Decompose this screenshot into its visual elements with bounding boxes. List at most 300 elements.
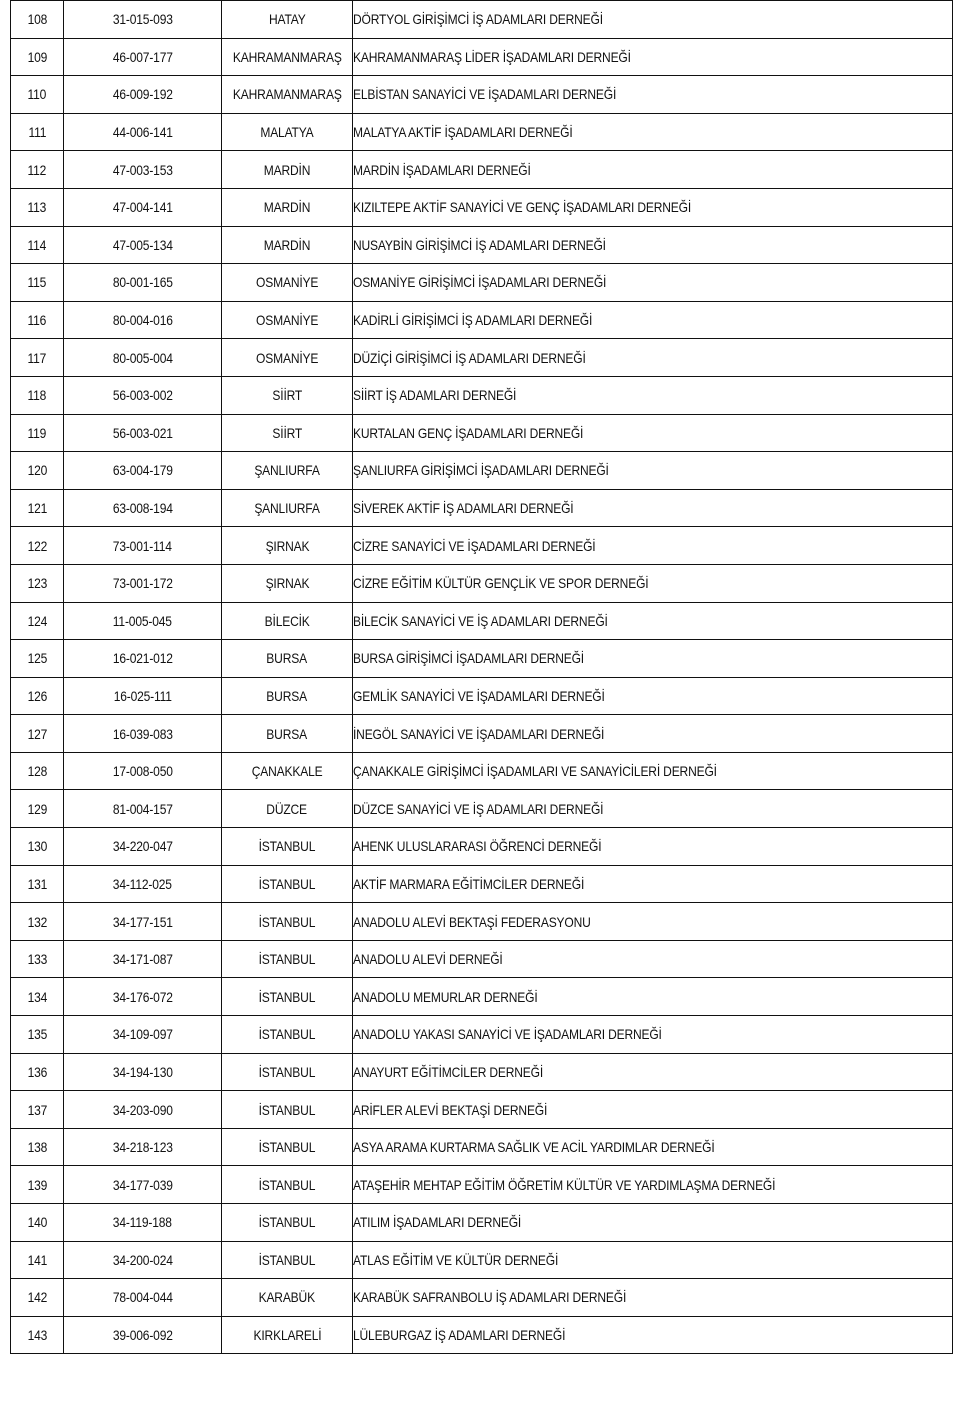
registry-code-cell xyxy=(64,940,222,978)
table-row xyxy=(11,828,953,866)
city-cell xyxy=(222,151,353,189)
row-number-text: 131 xyxy=(27,875,47,892)
association-name-text: AKTİF MARMARA EĞİTİMCİLER DERNEĞİ xyxy=(353,875,585,892)
city-text: KAHRAMANMARAŞ xyxy=(232,48,342,65)
registry-code-cell xyxy=(64,1016,222,1054)
association-name-text: ATILIM İŞADAMLARI DERNEĞİ xyxy=(353,1214,522,1231)
association-name-cell xyxy=(353,903,953,941)
table-row xyxy=(11,76,953,114)
registry-code-cell xyxy=(64,1279,222,1317)
city-cell xyxy=(222,1053,353,1091)
table-row xyxy=(11,1204,953,1242)
city-text: İSTANBUL xyxy=(258,913,316,930)
row-number-cell xyxy=(11,640,64,678)
table-row xyxy=(11,1128,953,1166)
city-cell xyxy=(222,715,353,753)
registry-code-text: 16-039-083 xyxy=(112,725,173,742)
city-cell xyxy=(222,564,353,602)
registry-code-cell xyxy=(64,113,222,151)
registry-code-cell xyxy=(64,715,222,753)
city-cell xyxy=(222,376,353,414)
association-name-text: LÜLEBURGAZ İŞ ADAMLARI DERNEĞİ xyxy=(353,1327,566,1344)
registry-code-text: 34-109-097 xyxy=(112,1026,173,1043)
city-cell xyxy=(222,489,353,527)
association-name-text: ASYA ARAMA KURTARMA SAĞLIK VE ACİL YARDIMLAR DERNEĞİ xyxy=(353,1139,715,1156)
association-name-cell xyxy=(353,752,953,790)
table-row xyxy=(11,1,953,39)
row-number-text: 114 xyxy=(27,236,47,253)
table-row xyxy=(11,978,953,1016)
table-row xyxy=(11,301,953,339)
city-cell xyxy=(222,865,353,903)
city-text: OSMANİYE xyxy=(255,274,319,291)
association-name-text: DÖRTYOL GİRİŞİMCİ İŞ ADAMLARI DERNEĞİ xyxy=(353,11,603,28)
registry-code-cell xyxy=(64,1053,222,1091)
registry-code-text: 34-177-039 xyxy=(112,1176,173,1193)
association-name-text: MALATYA AKTİF İŞADAMLARI DERNEĞİ xyxy=(353,124,573,141)
city-text: DÜZCE xyxy=(266,800,308,817)
association-name-cell xyxy=(353,790,953,828)
city-cell xyxy=(222,640,353,678)
association-name-text: İNEGÖL SANAYİCİ VE İŞADAMLARI DERNEĞİ xyxy=(353,725,605,742)
city-text: SİİRT xyxy=(272,424,302,441)
registry-code-cell xyxy=(64,188,222,226)
row-number-text: 116 xyxy=(27,312,47,329)
row-number-cell xyxy=(11,452,64,490)
row-number-cell xyxy=(11,865,64,903)
row-number-text: 112 xyxy=(27,161,47,178)
city-text: KIRKLARELİ xyxy=(253,1327,321,1344)
association-name-cell xyxy=(353,452,953,490)
city-cell xyxy=(222,1316,353,1354)
city-text: İSTANBUL xyxy=(258,875,316,892)
row-number-cell xyxy=(11,1316,64,1354)
association-name-text: MARDİN İŞADAMLARI DERNEĞİ xyxy=(353,161,531,178)
association-name-text: SİVEREK AKTİF İŞ ADAMLARI DERNEĞİ xyxy=(353,500,574,517)
association-name-cell xyxy=(353,1279,953,1317)
city-cell xyxy=(222,1279,353,1317)
association-name-cell xyxy=(353,414,953,452)
table-row xyxy=(11,113,953,151)
table-row xyxy=(11,790,953,828)
association-name-cell xyxy=(353,339,953,377)
table-row xyxy=(11,1016,953,1054)
city-cell xyxy=(222,903,353,941)
table-row xyxy=(11,940,953,978)
table-row xyxy=(11,752,953,790)
row-number-text: 140 xyxy=(27,1214,47,1231)
registry-code-cell xyxy=(64,489,222,527)
registry-code-text: 34-200-024 xyxy=(112,1251,173,1268)
row-number-cell xyxy=(11,1016,64,1054)
row-number-cell xyxy=(11,226,64,264)
city-text: BURSA xyxy=(266,687,308,704)
association-name-cell xyxy=(353,564,953,602)
association-name-text: NUSAYBİN GİRİŞİMCİ İŞ ADAMLARI DERNEĞİ xyxy=(353,236,606,253)
row-number-cell xyxy=(11,264,64,302)
association-name-text: GEMLİK SANAYİCİ VE İŞADAMLARI DERNEĞİ xyxy=(353,687,605,704)
association-name-cell xyxy=(353,38,953,76)
registry-code-cell xyxy=(64,1,222,39)
row-number-cell xyxy=(11,564,64,602)
row-number-cell xyxy=(11,376,64,414)
table-row xyxy=(11,865,953,903)
association-table xyxy=(10,0,953,1354)
association-name-cell xyxy=(353,188,953,226)
registry-code-cell xyxy=(64,677,222,715)
registry-code-text: 34-176-072 xyxy=(112,988,173,1005)
row-number-cell xyxy=(11,1241,64,1279)
association-name-text: ÇANAKKALE GİRİŞİMCİ İŞADAMLARI VE SANAYİCİLERİ DERNEĞİ xyxy=(353,763,717,780)
row-number-text: 111 xyxy=(28,124,46,141)
city-text: İSTANBUL xyxy=(258,1176,316,1193)
table-row xyxy=(11,489,953,527)
registry-code-cell xyxy=(64,1204,222,1242)
registry-code-text: 63-008-194 xyxy=(112,500,173,517)
row-number-cell xyxy=(11,527,64,565)
row-number-text: 132 xyxy=(27,913,47,930)
city-text: ŞANLIURFA xyxy=(254,462,320,479)
registry-code-text: 47-005-134 xyxy=(112,236,173,253)
table-row xyxy=(11,602,953,640)
row-number-text: 136 xyxy=(27,1063,47,1080)
association-name-cell xyxy=(353,1091,953,1129)
registry-code-cell xyxy=(64,414,222,452)
association-name-text: ANADOLU ALEVİ DERNEĞİ xyxy=(353,951,503,968)
table-row xyxy=(11,903,953,941)
city-text: BURSA xyxy=(266,650,308,667)
association-name-text: ANADOLU MEMURLAR DERNEĞİ xyxy=(353,988,538,1005)
row-number-cell xyxy=(11,76,64,114)
city-text: İSTANBUL xyxy=(258,1026,316,1043)
city-text: MARDİN xyxy=(263,199,311,216)
registry-code-cell xyxy=(64,640,222,678)
registry-code-text: 34-203-090 xyxy=(112,1101,173,1118)
registry-code-cell xyxy=(64,1241,222,1279)
association-name-text: ATAŞEHİR MEHTAP EĞİTİM ÖĞRETİM KÜLTÜR VE YARDIMLAŞMA DERNEĞİ xyxy=(353,1176,776,1193)
table-row xyxy=(11,414,953,452)
registry-code-cell xyxy=(64,903,222,941)
row-number-cell xyxy=(11,1091,64,1129)
city-cell xyxy=(222,527,353,565)
association-name-text: ANAYURT EĞİTİMCİLER DERNEĞİ xyxy=(353,1063,544,1080)
association-name-text: DÜZCE SANAYİCİ VE İŞ ADAMLARI DERNEĞİ xyxy=(353,800,604,817)
table-row xyxy=(11,1279,953,1317)
city-cell xyxy=(222,226,353,264)
city-cell xyxy=(222,828,353,866)
table-row xyxy=(11,452,953,490)
registry-code-cell xyxy=(64,264,222,302)
registry-code-cell xyxy=(64,1128,222,1166)
row-number-cell xyxy=(11,1128,64,1166)
row-number-cell xyxy=(11,1204,64,1242)
registry-code-cell xyxy=(64,301,222,339)
table-row xyxy=(11,640,953,678)
registry-code-text: 34-171-087 xyxy=(112,951,173,968)
row-number-text: 127 xyxy=(27,725,47,742)
association-name-text: BURSA GİRİŞİMCİ İŞADAMLARI DERNEĞİ xyxy=(353,650,584,667)
registry-code-cell xyxy=(64,602,222,640)
city-text: ŞANLIURFA xyxy=(254,500,320,517)
association-name-text: KARABÜK SAFRANBOLU İŞ ADAMLARI DERNEĞİ xyxy=(353,1289,627,1306)
city-cell xyxy=(222,339,353,377)
row-number-cell xyxy=(11,1,64,39)
city-text: HATAY xyxy=(268,11,306,28)
table-row xyxy=(11,376,953,414)
association-name-text: KAHRAMANMARAŞ LİDER İŞADAMLARI DERNEĞİ xyxy=(353,48,631,65)
association-name-cell xyxy=(353,715,953,753)
registry-code-text: 16-021-012 xyxy=(112,650,173,667)
registry-code-text: 34-194-130 xyxy=(112,1063,173,1080)
row-number-text: 137 xyxy=(27,1101,47,1118)
association-name-cell xyxy=(353,113,953,151)
row-number-text: 126 xyxy=(27,687,47,704)
registry-code-cell xyxy=(64,865,222,903)
row-number-text: 122 xyxy=(27,537,47,554)
registry-code-cell xyxy=(64,38,222,76)
registry-code-cell xyxy=(64,1091,222,1129)
row-number-cell xyxy=(11,113,64,151)
city-cell xyxy=(222,1128,353,1166)
row-number-cell xyxy=(11,903,64,941)
table-row xyxy=(11,715,953,753)
association-name-cell xyxy=(353,677,953,715)
table-row xyxy=(11,564,953,602)
city-cell xyxy=(222,452,353,490)
row-number-cell xyxy=(11,1166,64,1204)
table-row xyxy=(11,151,953,189)
registry-code-text: 46-007-177 xyxy=(112,48,173,65)
registry-code-text: 44-006-141 xyxy=(112,124,173,141)
city-cell xyxy=(222,677,353,715)
row-number-cell xyxy=(11,151,64,189)
row-number-text: 135 xyxy=(27,1026,47,1043)
city-text: İSTANBUL xyxy=(258,1139,316,1156)
registry-code-text: 81-004-157 xyxy=(112,800,173,817)
association-name-text: KIZILTEPE AKTİF SANAYİCİ VE GENÇ İŞADAMLARI DERNEĞİ xyxy=(353,199,692,216)
city-cell xyxy=(222,414,353,452)
table-row xyxy=(11,226,953,264)
row-number-text: 138 xyxy=(27,1139,47,1156)
association-name-text: ANADOLU YAKASI SANAYİCİ VE İŞADAMLARI DERNEĞİ xyxy=(353,1026,662,1043)
registry-code-cell xyxy=(64,564,222,602)
row-number-text: 129 xyxy=(27,800,47,817)
association-name-text: ANADOLU ALEVİ BEKTAŞİ FEDERASYONU xyxy=(353,913,591,930)
registry-code-cell xyxy=(64,339,222,377)
row-number-cell xyxy=(11,790,64,828)
association-name-cell xyxy=(353,1053,953,1091)
registry-code-text: 34-220-047 xyxy=(112,838,173,855)
city-text: İSTANBUL xyxy=(258,1214,316,1231)
association-name-cell xyxy=(353,1241,953,1279)
city-cell xyxy=(222,1204,353,1242)
table-row xyxy=(11,1241,953,1279)
registry-code-text: 17-008-050 xyxy=(112,763,173,780)
city-cell xyxy=(222,940,353,978)
city-cell xyxy=(222,752,353,790)
row-number-text: 143 xyxy=(27,1327,47,1344)
registry-code-text: 34-177-151 xyxy=(112,913,173,930)
table-row xyxy=(11,264,953,302)
city-text: MARDİN xyxy=(263,236,311,253)
association-name-cell xyxy=(353,978,953,1016)
city-cell xyxy=(222,1091,353,1129)
association-name-cell xyxy=(353,301,953,339)
association-name-cell xyxy=(353,865,953,903)
row-number-cell xyxy=(11,188,64,226)
association-name-cell xyxy=(353,1316,953,1354)
row-number-cell xyxy=(11,489,64,527)
association-name-text: CİZRE SANAYİCİ VE İŞADAMLARI DERNEĞİ xyxy=(353,537,596,554)
city-cell xyxy=(222,38,353,76)
association-name-text: ATLAS EĞİTİM VE KÜLTÜR DERNEĞİ xyxy=(353,1251,559,1268)
row-number-text: 121 xyxy=(27,500,47,517)
association-name-text: ŞANLIURFA GİRİŞİMCİ İŞADAMLARI DERNEĞİ xyxy=(353,462,609,479)
table-row xyxy=(11,1166,953,1204)
association-name-text: KURTALAN GENÇ İŞADAMLARI DERNEĞİ xyxy=(353,424,584,441)
city-text: MALATYA xyxy=(260,124,314,141)
table-body xyxy=(11,1,953,1354)
association-name-cell xyxy=(353,527,953,565)
table-row xyxy=(11,677,953,715)
registry-code-text: 47-004-141 xyxy=(112,199,173,216)
association-name-text: DÜZİÇİ GİRİŞİMCİ İŞ ADAMLARI DERNEĞİ xyxy=(353,349,586,366)
table-row xyxy=(11,1053,953,1091)
row-number-text: 118 xyxy=(27,387,47,404)
row-number-text: 115 xyxy=(27,274,47,291)
registry-code-text: 80-005-004 xyxy=(112,349,173,366)
association-name-text: OSMANİYE GİRİŞİMCİ İŞADAMLARI DERNEĞİ xyxy=(353,274,607,291)
row-number-text: 117 xyxy=(27,349,47,366)
row-number-text: 134 xyxy=(27,988,47,1005)
association-name-cell xyxy=(353,264,953,302)
registry-code-cell xyxy=(64,1166,222,1204)
city-cell xyxy=(222,1241,353,1279)
association-name-cell xyxy=(353,1016,953,1054)
association-name-cell xyxy=(353,151,953,189)
city-cell xyxy=(222,1,353,39)
association-name-text: ELBİSTAN SANAYİCİ VE İŞADAMLARI DERNEĞİ xyxy=(353,86,617,103)
registry-code-text: 34-112-025 xyxy=(113,875,172,892)
registry-code-cell xyxy=(64,151,222,189)
association-name-cell xyxy=(353,76,953,114)
registry-code-cell xyxy=(64,452,222,490)
registry-code-text: 34-218-123 xyxy=(112,1139,173,1156)
association-name-cell xyxy=(353,640,953,678)
city-text: ŞIRNAK xyxy=(265,537,309,554)
city-text: ŞIRNAK xyxy=(265,575,309,592)
city-cell xyxy=(222,264,353,302)
row-number-text: 119 xyxy=(27,424,47,441)
row-number-text: 142 xyxy=(27,1289,47,1306)
registry-code-text: 80-001-165 xyxy=(112,274,173,291)
row-number-cell xyxy=(11,677,64,715)
city-text: BURSA xyxy=(266,725,308,742)
table-row xyxy=(11,188,953,226)
association-name-cell xyxy=(353,1204,953,1242)
city-text: İSTANBUL xyxy=(258,838,316,855)
registry-code-text: 39-006-092 xyxy=(112,1327,173,1344)
association-name-cell xyxy=(353,489,953,527)
registry-code-text: 46-009-192 xyxy=(112,86,173,103)
registry-code-cell xyxy=(64,828,222,866)
city-cell xyxy=(222,602,353,640)
city-text: SİİRT xyxy=(272,387,302,404)
city-cell xyxy=(222,188,353,226)
city-cell xyxy=(222,113,353,151)
row-number-text: 120 xyxy=(27,462,47,479)
city-text: İSTANBUL xyxy=(258,1063,316,1080)
registry-code-text: 80-004-016 xyxy=(112,312,173,329)
city-text: ÇANAKKALE xyxy=(251,763,323,780)
registry-code-cell xyxy=(64,752,222,790)
city-text: OSMANİYE xyxy=(255,312,319,329)
row-number-cell xyxy=(11,339,64,377)
association-name-cell xyxy=(353,376,953,414)
city-text: İSTANBUL xyxy=(258,1251,316,1268)
row-number-text: 125 xyxy=(27,650,47,667)
table-row xyxy=(11,1091,953,1129)
city-cell xyxy=(222,978,353,1016)
association-name-text: ARİFLER ALEVİ BEKTAŞİ DERNEĞİ xyxy=(353,1101,548,1118)
city-text: BİLECİK xyxy=(264,612,310,629)
association-name-cell xyxy=(353,602,953,640)
registry-code-text: 63-004-179 xyxy=(112,462,173,479)
city-text: İSTANBUL xyxy=(258,951,316,968)
row-number-text: 130 xyxy=(27,838,47,855)
row-number-text: 141 xyxy=(27,1251,47,1268)
registry-code-text: 73-001-114 xyxy=(113,537,172,554)
registry-code-text: 47-003-153 xyxy=(112,161,173,178)
row-number-text: 133 xyxy=(27,951,47,968)
row-number-text: 110 xyxy=(27,86,47,103)
registry-code-cell xyxy=(64,76,222,114)
association-name-cell xyxy=(353,226,953,264)
association-name-text: SİİRT İŞ ADAMLARI DERNEĞİ xyxy=(353,387,517,404)
table-row xyxy=(11,38,953,76)
row-number-cell xyxy=(11,1279,64,1317)
row-number-cell xyxy=(11,940,64,978)
row-number-cell xyxy=(11,978,64,1016)
row-number-cell xyxy=(11,1053,64,1091)
association-name-text: AHENK ULUSLARARASI ÖĞRENCİ DERNEĞİ xyxy=(353,838,602,855)
registry-code-text: 16-025-111 xyxy=(113,687,172,704)
row-number-text: 113 xyxy=(27,199,47,216)
row-number-cell xyxy=(11,752,64,790)
row-number-text: 139 xyxy=(27,1176,47,1193)
row-number-cell xyxy=(11,414,64,452)
row-number-cell xyxy=(11,715,64,753)
association-name-cell xyxy=(353,940,953,978)
registry-code-cell xyxy=(64,376,222,414)
association-name-text: BİLECİK SANAYİCİ VE İŞ ADAMLARI DERNEĞİ xyxy=(353,612,608,629)
row-number-text: 128 xyxy=(27,763,47,780)
city-text: KARABÜK xyxy=(258,1289,316,1306)
row-number-cell xyxy=(11,38,64,76)
city-text: İSTANBUL xyxy=(258,1101,316,1118)
table-row xyxy=(11,527,953,565)
registry-code-text: 34-119-188 xyxy=(113,1214,172,1231)
city-text: KAHRAMANMARAŞ xyxy=(232,86,342,103)
registry-code-cell xyxy=(64,226,222,264)
city-text: MARDİN xyxy=(263,161,311,178)
association-name-text: CİZRE EĞİTİM KÜLTÜR GENÇLİK VE SPOR DERNEĞİ xyxy=(353,575,649,592)
association-name-text: KADİRLİ GİRİŞİMCİ İŞ ADAMLARI DERNEĞİ xyxy=(353,312,593,329)
row-number-text: 124 xyxy=(27,612,47,629)
association-name-cell xyxy=(353,1128,953,1166)
registry-code-text: 31-015-093 xyxy=(112,11,173,28)
row-number-text: 109 xyxy=(27,48,47,65)
